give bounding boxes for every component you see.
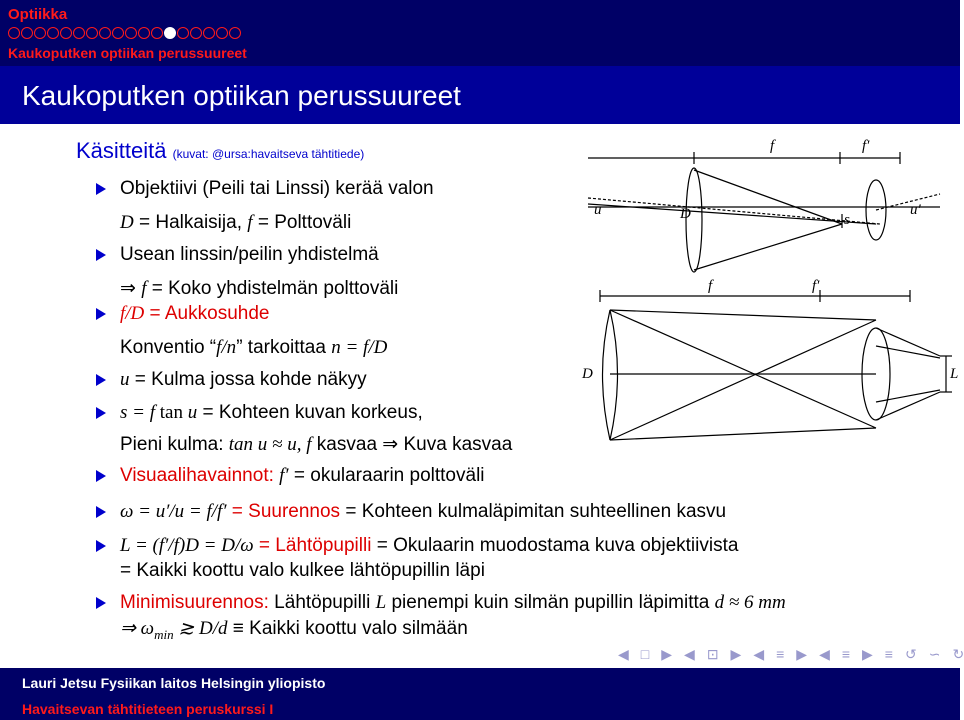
bullet-icon	[96, 407, 106, 419]
line-angle: u = Kulma jossa kohde näkyy	[120, 369, 367, 390]
line-all-light: = Kaikki koottu valo kulkee lähtöpupillin läpi	[120, 560, 485, 581]
label-f-bottom: f	[708, 278, 713, 294]
slide-dot[interactable]	[60, 27, 72, 39]
header-bar	[0, 0, 960, 66]
slide-dot[interactable]	[229, 27, 241, 39]
nav-symbol-icon[interactable]: ≡	[841, 646, 851, 662]
slide-dot[interactable]	[190, 27, 202, 39]
nav-symbol-icon[interactable]: ⊡	[706, 646, 719, 662]
label-s-top: s	[844, 212, 850, 228]
line-diameter: D = Halkaisija, f = Polttoväli	[120, 212, 352, 233]
block-title	[76, 138, 364, 164]
nav-symbol-icon[interactable]: ▶	[796, 646, 808, 662]
line-min-result: ⇒ $\omega_{min}$ ≳ D/d ≡ Kaikki koottu valo silmään	[120, 618, 468, 642]
bullet-icon	[96, 249, 106, 261]
frame-title-bar	[0, 66, 960, 124]
nav-symbol-icon[interactable]: ↺	[904, 646, 917, 662]
slide-dot[interactable]	[138, 27, 150, 39]
line-focal-ratio: f/D = Aukkosuhde	[120, 303, 270, 324]
bullet-icon	[96, 374, 106, 386]
label-fprime-top: f′	[862, 138, 870, 154]
nav-symbol-icon[interactable]: ◀	[753, 646, 765, 662]
slide-dot[interactable]	[151, 27, 163, 39]
frame-title: Kaukoputken optiikan perussuureet	[22, 80, 461, 111]
line-min-magnification: Minimisuurennos: Lähtöpupilli L pienempi kuin silmän pupillin läpimitta d ≈ 6 mm	[120, 592, 786, 613]
section-title[interactable]: Optiikka	[8, 6, 68, 23]
line-total-focal: ⇒ f = Koko yhdistelmän polttoväli	[120, 278, 399, 299]
label-fprime-bottom: f′	[812, 278, 820, 294]
slide-dot[interactable]	[99, 27, 111, 39]
nav-symbol-icon[interactable]: ∽	[928, 646, 941, 662]
line-convention: Konventio “f/n” tarkoittaa n = f/D	[120, 337, 388, 358]
slide-dot[interactable]	[112, 27, 124, 39]
bullet-icon	[96, 597, 106, 609]
subsection-title[interactable]: Kaukoputken optiikan perussuureet	[8, 45, 247, 61]
slide-dot[interactable]	[21, 27, 33, 39]
nav-symbol-icon[interactable]: ≡	[884, 646, 893, 662]
bullet-icon	[96, 308, 106, 320]
label-u-top: u	[594, 202, 602, 218]
slide-dot[interactable]	[177, 27, 189, 39]
label-D-top: D	[680, 206, 691, 222]
line-visual: Visuaalihavainnot: f′ = okularaarin polttoväli	[120, 465, 485, 486]
bullet-icon	[96, 470, 106, 482]
nav-symbol-icon[interactable]: ≡	[776, 646, 785, 662]
footer-course: Havaitsevan tähtitieteen peruskurssi I	[22, 701, 274, 717]
slide-dot[interactable]	[86, 27, 98, 39]
bullet-icon	[96, 540, 106, 552]
block-title-text: Käsitteitä	[76, 138, 167, 163]
label-f-top: f	[770, 138, 775, 154]
bullet-icon	[96, 183, 106, 195]
bullet-icon	[96, 506, 106, 518]
nav-symbol-icon[interactable]: ▶	[730, 646, 742, 662]
nav-symbol-icon[interactable]: □	[640, 646, 650, 662]
line-small-angle: Pieni kulma: tan u ≈ u, f kasvaa ⇒ Kuva kasvaa	[120, 434, 513, 455]
footer-course-bar	[0, 698, 960, 720]
beamer-navigation-bar[interactable]	[618, 646, 964, 664]
telescope-diagrams	[580, 134, 960, 464]
label-L-bottom: L	[950, 366, 959, 382]
footer-author-bar	[0, 668, 960, 698]
nav-symbol-icon[interactable]: ▶	[862, 646, 873, 662]
slide-dot[interactable]	[47, 27, 59, 39]
slide-dot[interactable]	[216, 27, 228, 39]
label-D-bottom: D	[582, 366, 593, 382]
footer-author: Lauri Jetsu Fysiikan laitos Helsingin yliopisto	[22, 675, 326, 691]
nav-symbol-icon[interactable]: ◀	[618, 646, 629, 662]
line-exit-pupil: L = (f′/f)D = D/ω = Lähtöpupilli = Okulaarin muodostama kuva objektiivista	[120, 535, 739, 556]
nav-symbol-icon[interactable]: ◀	[819, 646, 830, 662]
slide-dot[interactable]	[34, 27, 46, 39]
label-uprime-top: u′	[910, 202, 921, 218]
nav-symbol-icon[interactable]: ◀	[684, 646, 695, 662]
slide-progress-dots[interactable]	[8, 27, 241, 41]
slide-dot[interactable]	[73, 27, 85, 39]
slide-dot[interactable]	[164, 27, 176, 39]
slide-dot[interactable]	[203, 27, 215, 39]
nav-symbol-icon[interactable]: ↻	[952, 646, 964, 662]
image-credit: (kuvat: @ursa:havaitseva tähtitiede)	[172, 147, 365, 161]
slide-dot[interactable]	[8, 27, 20, 39]
line-image-height: s = f tan u = Kohteen kuvan korkeus,	[120, 402, 423, 423]
slide-dot[interactable]	[125, 27, 137, 39]
line-combination: Usean linssin/peilin yhdistelmä	[120, 244, 379, 265]
line-objective: Objektiivi (Peili tai Linssi) kerää valon	[120, 178, 434, 199]
nav-symbol-icon[interactable]: ▶	[661, 646, 673, 662]
line-magnification: ω = u′/u = f/f′ = Suurennos = Kohteen kulmaläpimitan suhteellinen kasvu	[120, 501, 727, 522]
